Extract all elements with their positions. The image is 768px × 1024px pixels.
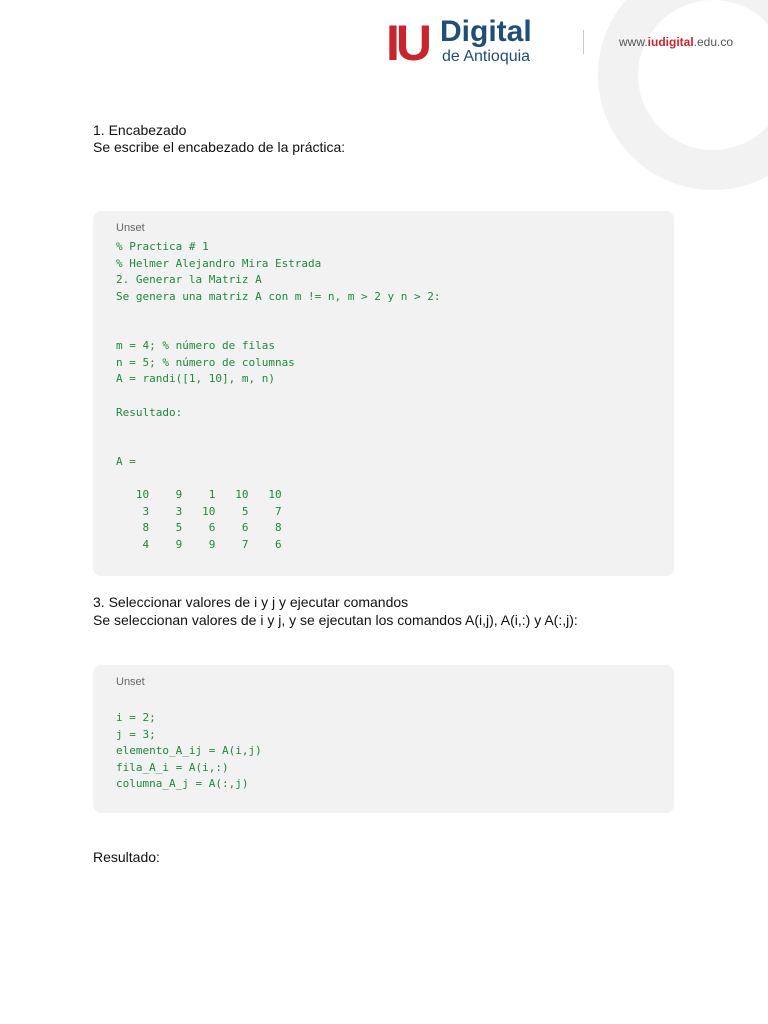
result-label: Resultado: bbox=[93, 849, 160, 865]
code-line: A = randi([1, 10], m, n) bbox=[116, 372, 275, 386]
code-line: m = 4; % número de filas bbox=[116, 339, 275, 353]
logo-iu-mark: IU bbox=[386, 15, 428, 71]
code-line: % Helmer Alejandro Mira Estrada bbox=[116, 256, 322, 270]
code-line: columna_A_j = A(:,j) bbox=[116, 777, 249, 791]
code-line: % Practica # 1 bbox=[116, 240, 209, 253]
code-block-2 bbox=[93, 665, 674, 813]
url-prefix: www. bbox=[619, 35, 648, 49]
code-language-label: Unset bbox=[116, 222, 145, 234]
code-line: A = bbox=[116, 455, 136, 469]
code-line: i = 2; bbox=[116, 711, 156, 724]
code-line: 2. Generar la Matriz A bbox=[116, 273, 262, 287]
url-brand: iudigital bbox=[647, 35, 694, 49]
code-line: elemento_A_ij = A(i,j) bbox=[116, 744, 262, 758]
section1-title: 1. Encabezado bbox=[93, 122, 187, 138]
url-suffix: .edu.co bbox=[693, 35, 734, 49]
code-line: j = 3; bbox=[116, 727, 156, 741]
code-language-label: Unset bbox=[116, 676, 145, 688]
code-line: Resultado: bbox=[116, 405, 183, 419]
code-block-1 bbox=[93, 211, 674, 576]
header-divider bbox=[583, 30, 584, 54]
logo-subtitle: de Antioquia bbox=[442, 48, 531, 65]
code-line: 3 3 10 5 7 bbox=[116, 504, 282, 518]
logo-digital-text: Digital bbox=[440, 15, 532, 48]
website-url bbox=[619, 35, 733, 49]
section3-title: 3. Seleccionar valores de i y j y ejecutar comandos bbox=[93, 594, 409, 610]
section1-text: Se escribe el encabezado de la práctica: bbox=[93, 139, 346, 155]
code-line: n = 5; % número de columnas bbox=[116, 355, 295, 369]
section3-text: Se seleccionan valores de i y j, y se ejecutan los comandos A(i,j), A(i,:) y A(:,j): bbox=[93, 612, 578, 628]
decorative-arc bbox=[598, 0, 768, 190]
code-line: 4 9 9 7 6 bbox=[116, 537, 282, 551]
code-line: fila_A_i = A(i,:) bbox=[116, 760, 229, 774]
code-line: Se genera una matriz A con m != n, m > 2 y n > 2: bbox=[116, 289, 441, 303]
code-line: 10 9 1 10 10 bbox=[116, 488, 282, 502]
code-line: 8 5 6 6 8 bbox=[116, 521, 282, 535]
